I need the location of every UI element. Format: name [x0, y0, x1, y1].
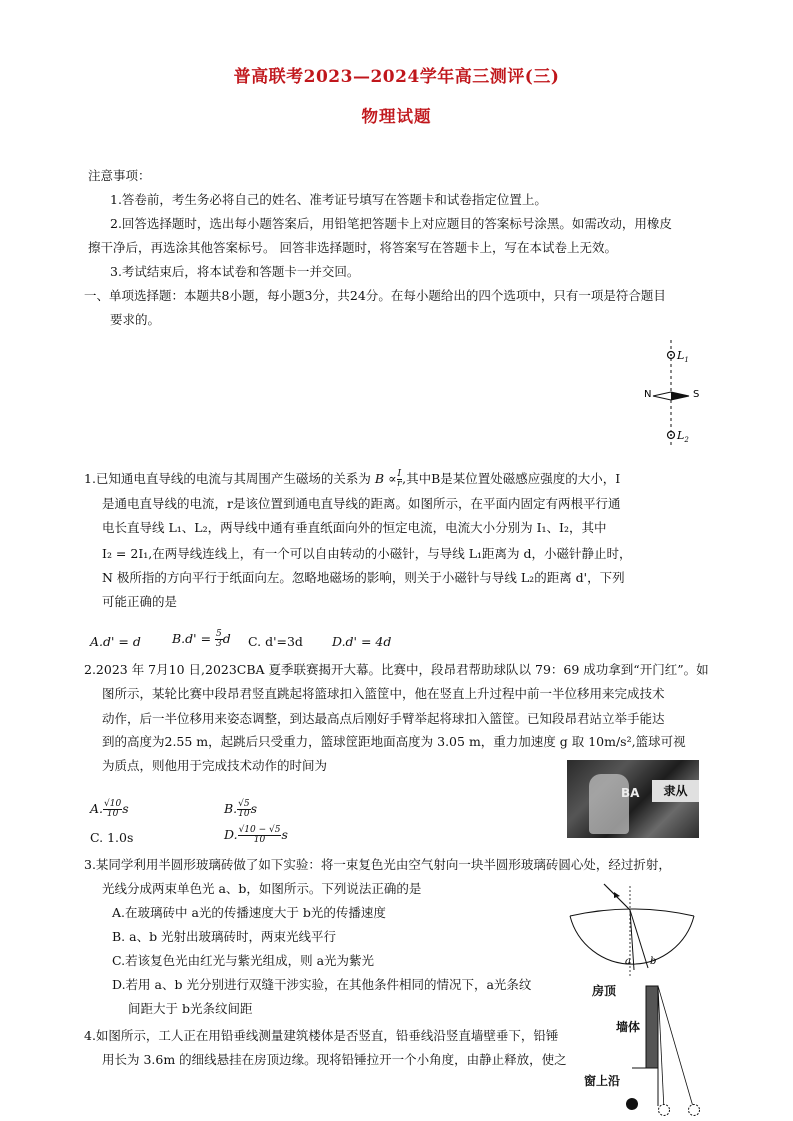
window-label: 窗上沿 — [584, 1074, 621, 1088]
q3-option-b: B. a、b 光射出玻璃砖时，两束光线平行 — [112, 929, 337, 944]
q3-option-d: D.若用 a、b 光分别进行双缝干涉实验，在其他条件相同的情况下，a光条纹 — [112, 977, 532, 992]
compass-s-label: S — [693, 389, 700, 400]
notice-heading: 注意事项： — [88, 168, 151, 183]
plumb-bob-icon — [626, 1098, 638, 1110]
q2-stem-line: 到的高度为2.55 m，起跳后只受重力，篮球筐距地面高度为 3.05 m，重力加速度 g 取 10m/s²,篮球可视 — [102, 734, 686, 749]
q1-option-d: D.d' = 4d — [332, 634, 392, 649]
photo-text: BA — [621, 786, 640, 800]
q2-option-b: B. $\frac{√5}{10}$ s — [224, 799, 258, 819]
q4-stem-line: 用长为 3.6m 的细线悬挂在房顶边缘。现将铅锤拉开一个小角度，由静止释放，使之 — [102, 1052, 567, 1067]
svg-text:L2 — [676, 429, 689, 444]
svg-text:L1 — [676, 349, 689, 364]
q1-stem-line: N 极所指的方向平行于纸面向左。忽略地磁场的影响，则关于小磁针与导线 L₂的距离 d'，下列 — [102, 570, 625, 585]
wall-block — [646, 986, 658, 1068]
q1-stem-line: 可能正确的是 — [102, 594, 178, 609]
notice-line: 3.考试结束后，将本试卷和答题卡一并交回。 — [110, 264, 360, 279]
q2-option-a: A. $\frac{√10}{10}$ s — [90, 799, 129, 819]
wire-l2-label: L — [677, 429, 685, 442]
notice-line: 2.回答选择题时，选出每小题答案后，用铅笔把答题卡上对应题目的答案标号涂黑。如需改动，用橡皮 — [110, 216, 672, 231]
q3-option-d-cont: 间距大于 b光条纹间距 — [128, 1001, 253, 1016]
photo-sign: 隶从 — [652, 780, 699, 802]
ray-b-label: b — [650, 956, 657, 967]
q1-stem-line: I₂ = 2I₁,在两导线连线上，有一个可以自由转动的小磁针，与导线 L₁距离为 d，小磁针静止时， — [102, 546, 632, 561]
player-figure — [589, 774, 629, 834]
ray-a-label: a — [625, 956, 631, 967]
compass-n-label: N — [644, 389, 652, 400]
q3-option-c: C.若该复色光由红光与紫光组成，则 a光为紫光 — [112, 953, 375, 968]
q2-option-c: C. 1.0s — [90, 830, 134, 845]
ray-b — [630, 910, 648, 968]
q1-stem-line: 1.已知通电直导线的电流与其周围产生磁场的关系为 B ∝ $\frac{I}{r}$ ,其中B是某位置处磁感应强度的大小，I — [84, 469, 621, 489]
wire-l1-sub: 1 — [684, 356, 689, 364]
q4-stem-line: 4.如图所示，工人正在用铅垂线测量建筑楼体是否竖直，铅垂线沿竖直墙壁垂下，铅锤 — [84, 1028, 559, 1043]
q1-stem-line: 是通电直导线的电流，r是该位置到通电直导线的距离。如图所示，在平面内固定有两根平行通 — [102, 496, 621, 511]
q1-fraction: $\frac{I}{r}$ — [397, 469, 402, 489]
q3-stem-line: 光线分成两束单色光 a、b，如图所示。下列说法正确的是 — [102, 881, 422, 896]
notice-line: 1.答卷前，考生务必将自己的姓名、准考证号填写在答题卡和试卷指定位置上。 — [110, 192, 547, 207]
wire-l2-sub: 2 — [684, 436, 689, 444]
wire-l1-label: L — [677, 349, 685, 362]
q1-option-a: A.d' = d — [90, 634, 141, 649]
q2-stem-line: 图所示，某轮比赛中段昂君竖直跳起将篮球扣入篮筐中，他在竖直上升过程中前一半位移用来完成技术 — [102, 686, 665, 701]
q2-option-d: D. $\frac{√10 - √5}{10}$ s — [224, 825, 288, 845]
notice-line: 擦干净后，再选涂其他答案标号。 回答非选择题时，将答案写在答题卡上，写在本试卷上无效。 — [88, 240, 617, 255]
plumb-line-diagram — [586, 980, 716, 1118]
section-heading-cont: 要求的。 — [110, 312, 161, 327]
q1-option-b: B.d' = $\frac{5}{3}$ d — [172, 629, 231, 649]
q2-stem-line: 2.2023 年 7月10 日,2023CBA 夏季联赛揭开大幕。比赛中，段昂君帮助球队以 79：69 成功拿到“开门红”。如 — [84, 662, 709, 677]
wires-compass-diagram — [640, 340, 710, 445]
exam-subject: 物理试题 — [361, 107, 432, 126]
q3-option-a: A.在玻璃砖中 a光的传播速度大于 b光的传播速度 — [112, 905, 386, 920]
q1-option-c: C. d'=3d — [248, 634, 303, 649]
q2-stem-line: 为质点，则他用于完成技术动作的时间为 — [102, 758, 328, 773]
exam-title: 普高联考2023—2024学年高三测评(三) — [233, 67, 560, 87]
q1-stem-line: 电长直导线 L₁、L₂，两导线中通有垂直纸面向外的恒定电流，电流大小分别为 I₁、I₂，其中 — [102, 520, 607, 535]
q3-stem-line: 3.某同学利用半圆形玻璃砖做了如下实验：将一束复色光由空气射向一块半圆形玻璃砖圆心处，经过折射， — [84, 857, 671, 872]
basketball-photo — [567, 760, 699, 838]
wall-label: 墙体 — [616, 1020, 641, 1034]
section-heading: 一、单项选择题：本题共8小题，每小题3分，共24分。在每小题给出的四个选项中，只有一项是符合题目 — [84, 288, 666, 303]
glass-refraction-diagram — [562, 880, 702, 985]
roof-label: 房顶 — [592, 984, 617, 998]
q2-stem-line: 动作，后一半位移用来姿态调整，到达最高点后刚好手臂举起将球扣入篮筐。已知段昂君站立举手能达 — [102, 711, 665, 726]
